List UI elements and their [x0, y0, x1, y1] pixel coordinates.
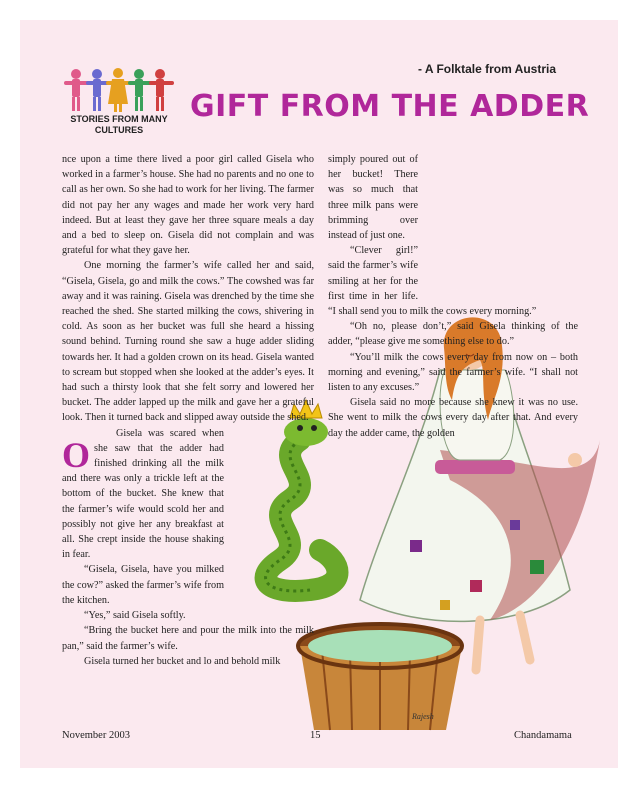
footer-page-number: 15: [310, 730, 321, 741]
story-paragraph: “Oh no, please don’t,” said Gisela thinking of the adder, “please give me something else to do.”: [328, 321, 578, 348]
series-label-line1: STORIES FROM MANY: [70, 114, 168, 124]
story-paragraph: One morning the farmer’s wife called her and said, “Gisela, Gisela, go and milk the cows.” The cowshed was far away and it was raining. Gisela was drenched by the time she reached the shed. She started milking the cows, shivering in cold. As soon as her bucket was full she heard a hissing sound behind. Turning round she saw a huge adder sliding towards her. It had a golden crown on its head. Gisela wanted to scream but stopped when she looked at the adder’s eyes. It had such a thirsty look that she felt sorry and lowered her bucket. The adder lapped up the milk and gave her a grateful look. Then it turned back and slipped away outside the shed.: [62, 260, 314, 424]
story-paragraph: Gisela said no more because she knew it was no use. She went to milk the cows every day after that. And every day the adder came, the golden: [328, 397, 578, 439]
story-paragraph: “You’ll milk the cows every day from now on – both morning and evening,” said the farmer’s wife. “I shall not listen to any excuses.”: [328, 351, 578, 394]
story-paragraph: Gisela turned her bucket and lo and behold milk: [84, 655, 281, 667]
story-attribution: - A Folktale from Austria: [418, 62, 557, 76]
paper-doll-figures: [64, 68, 174, 112]
story-paragraph: “Yes,” said Gisela softly.: [84, 610, 186, 622]
story-paragraph: “Bring the bucket here and pour the milk into the milk pan,” said the farmer’s wife.: [62, 625, 314, 652]
story-paragraph: “Clever girl!” said the farmer’s wife smiling at her for the first time in her life. “I shall send you to milk the cows every morning.”: [328, 245, 537, 318]
artist-signature: Rajesh: [412, 712, 434, 721]
story-paragraph: Gisela was scared when she saw that the adder had finished drinking all the milk and there was only a trickle left at the bottom of the bucket. She knew that the farmer’s wife would scold her and possibly not give her any breakfast at all. She crept inside the house shaking in fear.: [62, 427, 224, 561]
story-column-left: [62, 152, 314, 669]
series-label: [60, 114, 178, 136]
story-paragraph: simply poured out of her bucket! There was so much that three milk pans were brimming over instead of just one.: [328, 154, 418, 242]
story-title: GIFT FROM THE ADDER: [190, 89, 590, 124]
drop-cap: O: [62, 435, 91, 475]
paragraph-text: nce upon a time there lived a poor girl called Gisela who worked in a farmer’s house. She had no parents and no one to call as her own. So she had to work for her living. The farmer did not pay her any wages and made her work very hard indeed. But at least they gave her three square meals a day and a bed to sleep on. Gisela did not complain and was grateful for what they gave her.: [62, 154, 314, 257]
footer-date: November 2003: [62, 730, 130, 741]
series-label-line2: CULTURES: [94, 125, 144, 135]
footer-magazine-name: Chandamama: [514, 730, 572, 741]
story-column-right: [328, 152, 578, 441]
milk-bucket: [298, 624, 462, 730]
story-paragraph: “Gisela, Gisela, have you milked the cow?” asked the farmer’s wife from the kitchen.: [62, 564, 224, 606]
